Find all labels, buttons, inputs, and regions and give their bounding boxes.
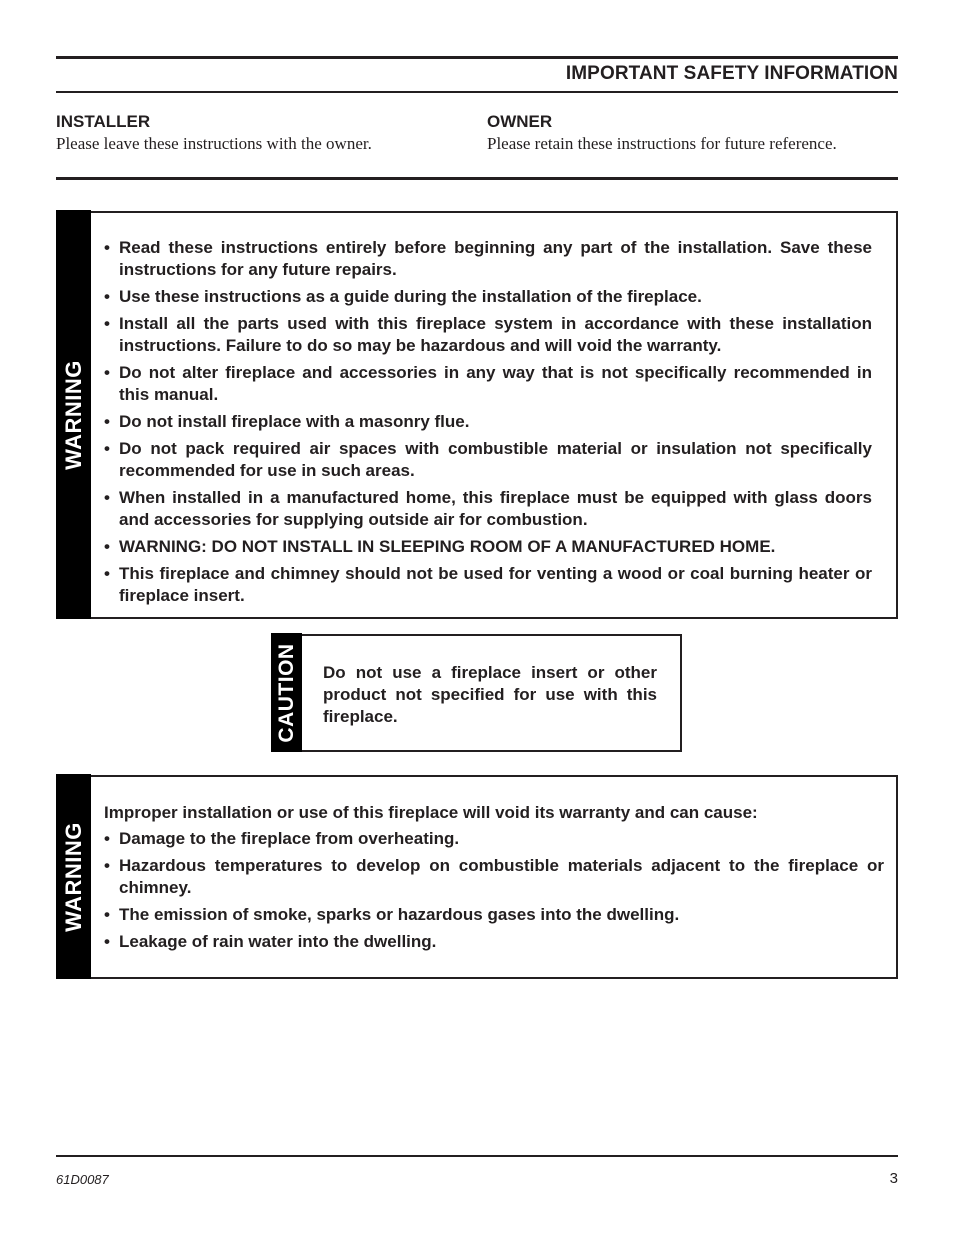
installer-section	[56, 112, 372, 155]
installer-text: Please leave these instructions with the owner.	[56, 134, 372, 153]
warning-item: • Read these instructions entirely before beginning any part of the installation. Save these instructions for any future repairs.	[104, 237, 872, 281]
header-rule	[56, 91, 898, 93]
warning-item: • Do not alter fireplace and accessories in any way that is not specifically recommended in this manual.	[104, 362, 872, 406]
owner-text: Please retain these instructions for future reference.	[487, 134, 837, 153]
warning-item: • Leakage of rain water into the dwelling.	[104, 931, 884, 953]
warning-list	[104, 237, 872, 607]
warning-item: • When installed in a manufactured home, this fireplace must be equipped with glass doors and accessories for supplying outside air for combustion.	[104, 487, 872, 531]
warning-body	[104, 802, 884, 958]
caution-text: Do not use a fireplace insert or other product not specified for use with this fireplace.	[323, 663, 657, 726]
warning-item: • Install all the parts used with this fireplace system in accordance with these installation instructions. Failure to do so may be hazardous and will void the warranty.	[104, 313, 872, 357]
document-number: 61D0087	[56, 1172, 109, 1187]
owner-section	[487, 112, 837, 155]
warning-item: • Hazardous temperatures to develop on combustible materials adjacent to the fireplace or chimney.	[104, 855, 884, 899]
warning-label: WARNING	[60, 359, 86, 470]
owner-heading: OWNER	[487, 112, 553, 131]
warning-box-instructions	[56, 211, 898, 619]
warning-list	[104, 828, 884, 953]
warning-item: • Damage to the fireplace from overheating.	[104, 828, 884, 850]
caution-box	[271, 634, 682, 752]
warning-item: • This fireplace and chimney should not be used for venting a wood or coal burning heater or fireplace insert.	[104, 563, 872, 607]
page-number: 3	[889, 1170, 898, 1187]
warning-item: • The emission of smoke, sparks or hazardous gases into the dwelling.	[104, 904, 884, 926]
warning-item: • Do not pack required air spaces with combustible material or insulation not specifically recommended for use in such areas.	[104, 438, 872, 482]
top-rule	[56, 56, 898, 59]
intro-rule	[56, 177, 898, 180]
footer-rule	[56, 1155, 898, 1157]
caution-label: CAUTION	[274, 642, 298, 743]
installer-heading: INSTALLER	[56, 112, 151, 131]
warning-label: WARNING	[60, 821, 86, 932]
warning-tab	[56, 210, 91, 619]
warning-item: • WARNING: DO NOT INSTALL IN SLEEPING ROOM OF A MANUFACTURED HOME.	[104, 536, 872, 558]
caution-tab	[271, 633, 302, 752]
section-title: IMPORTANT SAFETY INFORMATION	[565, 63, 898, 84]
warning-box-improper-installation	[56, 775, 898, 979]
warning-item: • Do not install fireplace with a masonry flue.	[104, 411, 872, 433]
warning-tab	[56, 774, 91, 979]
warning-body	[104, 237, 872, 612]
warning-lead: Improper installation or use of this fireplace will void its warranty and can cause:	[104, 803, 758, 822]
warning-item: • Use these instructions as a guide during the installation of the fireplace.	[104, 286, 872, 308]
